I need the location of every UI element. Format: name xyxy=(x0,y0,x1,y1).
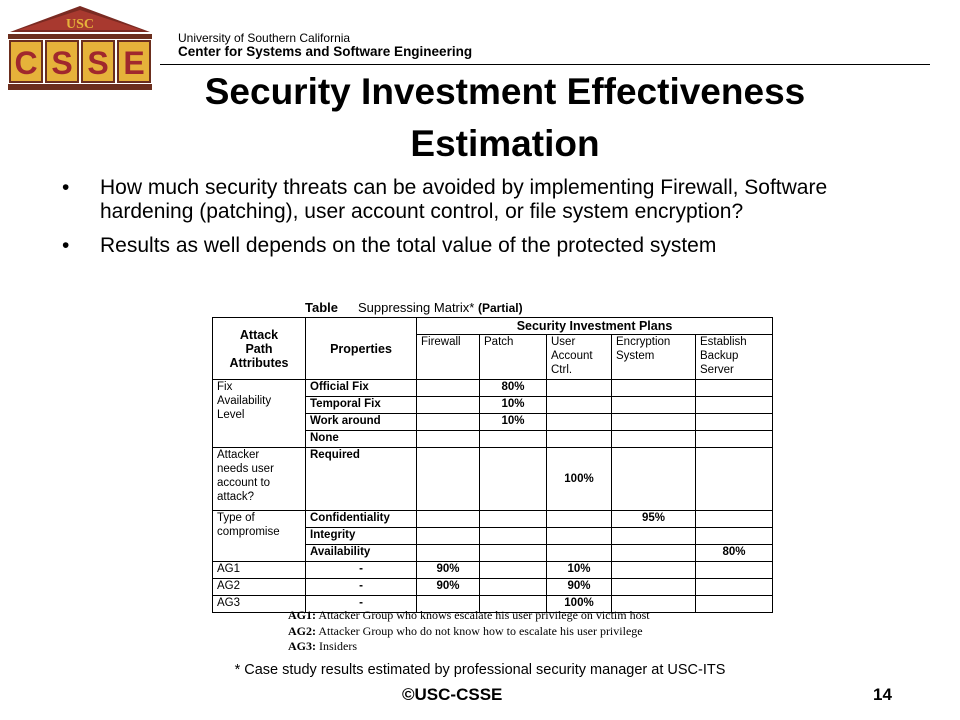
table-cell xyxy=(417,380,480,397)
header-patch: Patch xyxy=(480,335,547,380)
bullet-text: Results as well depends on the total value of the protected system xyxy=(100,234,717,257)
prop-confidentiality: Confidentiality xyxy=(306,511,417,528)
attacker-group-legend xyxy=(288,608,650,655)
table-cell xyxy=(547,545,612,562)
table-cell xyxy=(612,562,696,579)
ag-firewall: 90% xyxy=(417,579,480,596)
table-cell xyxy=(696,528,773,545)
prop-work-around: Work around xyxy=(306,414,417,431)
ag-prop: - xyxy=(306,579,417,596)
copyright: ©USC-CSSE xyxy=(402,685,503,704)
table-cell xyxy=(696,431,773,448)
table-cell xyxy=(547,431,612,448)
ag-name: AG1 xyxy=(213,562,306,579)
org-header xyxy=(178,32,472,58)
bullet-item: • Results as well depends on the total value of the protected system xyxy=(62,234,717,257)
svg-text:C: C xyxy=(14,45,38,81)
table-cell xyxy=(696,414,773,431)
table-cell xyxy=(612,545,696,562)
table-cell xyxy=(417,448,480,511)
group-type-of-compromise: Type of compromise xyxy=(213,511,306,562)
header-rule xyxy=(160,64,930,65)
table-row xyxy=(213,511,773,528)
ag-name: AG3 xyxy=(213,596,306,613)
table-cell xyxy=(612,431,696,448)
table-cell xyxy=(480,431,547,448)
slide-title xyxy=(100,66,910,170)
table-cell xyxy=(696,397,773,414)
table-cell xyxy=(547,397,612,414)
table-cell xyxy=(547,511,612,528)
table-cell xyxy=(480,528,547,545)
cell-official-patch: 80% xyxy=(480,380,547,397)
table-cell xyxy=(612,448,696,511)
cell-conf-encryption: 95% xyxy=(612,511,696,528)
bullet-item: • How much security threats can be avoided by implementing Firewall, Software hardening (patching), user account control, or file system encryption? xyxy=(62,176,828,223)
ag-uac: 10% xyxy=(547,562,612,579)
table-row xyxy=(213,562,773,579)
table-cell xyxy=(417,414,480,431)
table-row xyxy=(213,380,773,397)
table-row xyxy=(213,448,773,511)
table-cell xyxy=(417,397,480,414)
table-cell xyxy=(480,579,547,596)
ag-uac: 90% xyxy=(547,579,612,596)
prop-temporal-fix: Temporal Fix xyxy=(306,397,417,414)
group-attacker-needs-account: Attacker needs user account to attack? xyxy=(213,448,306,511)
table-cell xyxy=(612,414,696,431)
table-cell xyxy=(417,431,480,448)
svg-text:S: S xyxy=(87,45,109,81)
table-cell xyxy=(696,448,773,511)
legend-item: AG1: Attacker Group who knows escalate his user privilege on victim host xyxy=(288,608,650,622)
table-cell xyxy=(480,511,547,528)
table-cell xyxy=(612,397,696,414)
footnote: * Case study results estimated by professional security manager at USC-ITS xyxy=(234,662,726,678)
table-cell xyxy=(696,380,773,397)
header-user-account-ctrl: User Account Ctrl. xyxy=(547,335,612,380)
table-cell xyxy=(547,380,612,397)
table-cell xyxy=(480,448,547,511)
title-line-1: Security Investment Effectiveness xyxy=(204,71,806,112)
prop-availability: Availability xyxy=(306,545,417,562)
header-firewall: Firewall xyxy=(417,335,480,380)
cell-required-uac: 100% xyxy=(547,448,612,511)
table-cell xyxy=(547,414,612,431)
suppressing-matrix-table xyxy=(212,317,773,613)
table-cell xyxy=(612,380,696,397)
prop-required: Required xyxy=(306,448,417,511)
header-establish-backup-server: Establish Backup Server xyxy=(696,335,773,380)
table-header-row xyxy=(213,318,773,335)
table-cell xyxy=(417,528,480,545)
table-cell xyxy=(480,545,547,562)
title-line-2: Estimation xyxy=(410,123,600,164)
bullet-text: How much security threats can be avoided by implementing Firewall, Software hardening (patching), user account control, or file system encryption? xyxy=(100,176,828,223)
table-cell xyxy=(696,596,773,613)
ag-name: AG2 xyxy=(213,579,306,596)
table-cell xyxy=(696,562,773,579)
table-cell xyxy=(547,528,612,545)
ag-uac: 100% xyxy=(547,596,612,613)
cell-work-patch: 10% xyxy=(480,414,547,431)
table-cell xyxy=(417,545,480,562)
ag-prop: - xyxy=(306,596,417,613)
table-cell xyxy=(612,579,696,596)
university-name: University of Southern California xyxy=(178,31,351,45)
table-cell xyxy=(612,528,696,545)
group-fix-availability-level: Fix Availability Level xyxy=(213,380,306,448)
page-number: 14 xyxy=(873,685,892,704)
table-caption xyxy=(305,300,523,315)
header-encryption-system: Encryption System xyxy=(612,335,696,380)
table-label: Table xyxy=(305,300,338,315)
ag-firewall: 90% xyxy=(417,562,480,579)
legend-item: AG2: Attacker Group who do not know how to escalate his user privilege xyxy=(288,623,643,638)
prop-official-fix: Official Fix xyxy=(306,380,417,397)
cell-temporal-patch: 10% xyxy=(480,397,547,414)
table-cell xyxy=(696,579,773,596)
header-security-investment-plans: Security Investment Plans xyxy=(417,318,773,335)
svg-text:S: S xyxy=(51,45,73,81)
prop-integrity: Integrity xyxy=(306,528,417,545)
header-attack-path-attributes: Attack Path Attributes xyxy=(213,318,306,380)
table-cell xyxy=(417,511,480,528)
table-partial: (Partial) xyxy=(477,301,523,315)
table-row xyxy=(213,579,773,596)
bullet-list xyxy=(58,176,918,268)
svg-text:E: E xyxy=(123,45,145,81)
center-name: Center for Systems and Software Engineering xyxy=(178,44,473,59)
header-properties: Properties xyxy=(306,318,417,380)
cell-avail-backup: 80% xyxy=(696,545,773,562)
prop-none: None xyxy=(306,431,417,448)
table-cell xyxy=(696,511,773,528)
table-caption-text: Suppressing Matrix* xyxy=(358,300,475,315)
legend-item: AG3: Insiders xyxy=(288,639,357,653)
logo-banner-text: USC xyxy=(65,17,95,32)
table-cell xyxy=(480,562,547,579)
ag-prop: - xyxy=(306,562,417,579)
